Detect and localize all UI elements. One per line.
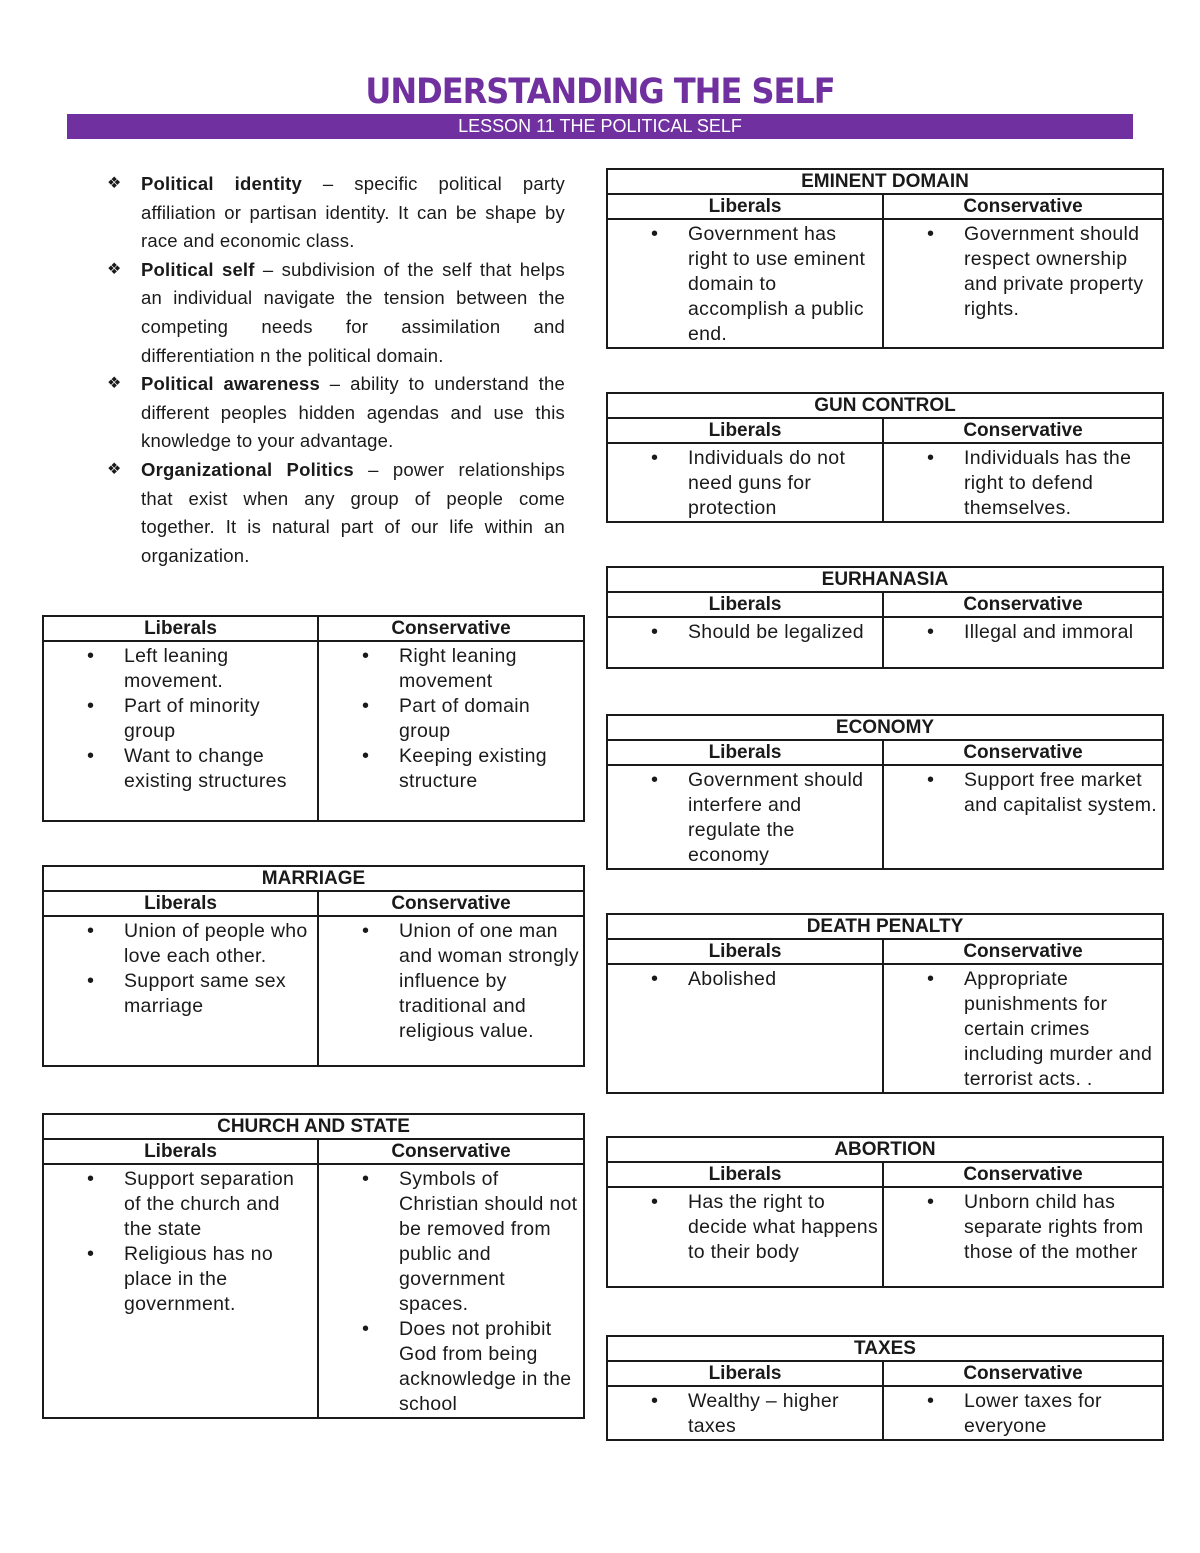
diamond-bullet-icon: ❖ [107,175,122,192]
liberals-bullet-list [44,1165,317,1317]
bullet-item: • Individuals do not need guns for protection [608,446,882,521]
liberals-cell [607,1386,883,1440]
conservative-cell [883,1187,1163,1287]
definition-term: Political awareness [141,373,320,395]
liberals-bullet-list [608,444,882,521]
bullet-item: • Does not prohibit God from being acknowledge in the school [319,1317,583,1417]
conservative-cell [883,617,1163,668]
liberals-cell [607,219,883,348]
bullet-item: • Should be legalized [608,620,882,645]
liberals-bullet-list [608,766,882,868]
conservative-cell [883,1386,1163,1440]
bullet-item: • Religious has no place in the government. [44,1242,317,1317]
bullet-item: • Part of domain group [319,694,583,744]
abortion-table [606,1136,1164,1288]
bullet-item: • Appropriate punishments for certain crimes including murder and terrorist acts. . [884,967,1162,1092]
eminent-domain-table [606,168,1164,349]
bullet-item: • Lower taxes for everyone [884,1389,1162,1439]
bullet-item: • Support same sex marriage [44,969,317,1019]
conservative-bullet-list [884,766,1162,818]
liberals-bullet-list [44,642,317,794]
conservative-header: Conservative [883,740,1163,765]
diamond-bullet-icon: ❖ [107,460,122,478]
topic-header: TAXES [607,1336,1163,1361]
conservative-cell [883,765,1163,869]
bullet-item: • Keeping existing structure [319,744,583,794]
liberals-cell [607,1187,883,1287]
death-penalty-table [606,913,1164,1094]
conservative-cell [883,443,1163,522]
conservative-header: Conservative [883,1361,1163,1386]
conservative-header: Conservative [883,194,1163,219]
bullet-item: • Part of minority group [44,694,317,744]
conservative-bullet-list [884,1188,1162,1265]
bullet-item: • Abolished [608,967,882,992]
marriage-table [42,865,585,1067]
definition-item [107,370,565,456]
definitions-list [107,170,565,570]
liberals-bullet-list [608,965,882,992]
conservative-bullet-list [884,1387,1162,1439]
conservative-bullet-list [884,618,1162,645]
liberals-bullet-list [44,917,317,1019]
liberals-cell [43,641,318,821]
conservative-bullet-list [319,1165,583,1417]
conservative-cell [318,1164,584,1418]
liberals-header: Liberals [607,194,883,219]
euthanasia-table [606,566,1164,669]
bullet-item: • Unborn child has separate rights from those of the mother [884,1190,1162,1265]
liberals-header: Liberals [43,616,318,641]
bullet-item: • Union of one man and woman strongly influence by traditional and religious value. [319,919,583,1044]
liberals-header: Liberals [607,939,883,964]
definition-term: Political identity [141,173,303,194]
conservative-cell [883,219,1163,348]
liberals-header: Liberals [607,418,883,443]
bullet-item: • Government has right to use eminent domain to accomplish a public end. [608,222,882,347]
bullet-item: • Left leaning movement. [44,644,317,694]
definition-text: – specific political party affiliation or partisan identity. It can be shape by race and economic class. [141,173,565,252]
page-title: UNDERSTANDING THE SELF [365,70,835,112]
conservative-header: Conservative [318,891,584,916]
liberals-header: Liberals [607,1162,883,1187]
liberals-header: Liberals [607,1361,883,1386]
topic-header: EURHANASIA [607,567,1163,592]
conservative-header: Conservative [318,616,584,641]
conservative-header: Conservative [318,1139,584,1164]
bullet-item: • Has the right to decide what happens to their body [608,1190,882,1265]
definition-term: Political self [141,258,255,280]
definition-item [107,256,565,370]
liberals-header: Liberals [43,1139,318,1164]
bullet-item: • Wealthy – higher taxes [608,1389,882,1439]
liberals-bullet-list [608,220,882,347]
topic-header: ABORTION [607,1137,1163,1162]
diamond-bullet-icon: ❖ [107,375,122,393]
definition-term: Organizational Politics [141,458,354,480]
conservative-cell [318,916,584,1066]
liberals-header: Liberals [43,891,318,916]
taxes-table [606,1335,1164,1441]
conservative-header: Conservative [883,1162,1163,1187]
bullet-item: • Want to change existing structures [44,744,317,794]
topic-header: DEATH PENALTY [607,914,1163,939]
liberals-cell [43,916,318,1066]
conservative-bullet-list [319,642,583,794]
bullet-item: • Union of people who love each other. [44,919,317,969]
liberals-header: Liberals [607,592,883,617]
definition-text: – power relationships that exist when any group of people come together. It is natural part of our life within an organization. [141,458,565,566]
bullet-item: • Symbols of Christian should not be removed from public and government spaces. [319,1167,583,1317]
conservative-header: Conservative [883,939,1163,964]
conservative-bullet-list [884,220,1162,322]
liberals-cell [607,765,883,869]
bullet-item: • Support free market and capitalist system. [884,768,1162,818]
bullet-item: • Right leaning movement [319,644,583,694]
definition-item [107,456,565,570]
topic-header: CHURCH AND STATE [43,1114,584,1139]
liberals-cell [607,443,883,522]
liberals-bullet-list [608,1387,882,1439]
topic-header: EMINENT DOMAIN [607,169,1163,194]
conservative-bullet-list [319,917,583,1044]
liberals-cell [43,1164,318,1418]
bullet-item: • Support separation of the church and the state [44,1167,317,1242]
liberals-bullet-list [608,1188,882,1265]
conservative-header: Conservative [883,418,1163,443]
topic-header: GUN CONTROL [607,393,1163,418]
definition-item [107,170,565,256]
definition-text: – ability to understand the different peoples hidden agendas and use this knowledge to your advantage. [141,373,565,452]
liberals-cell [607,617,883,668]
liberals-bullet-list [608,618,882,645]
church-and-state-table [42,1113,585,1419]
diamond-bullet-icon: ❖ [107,260,122,278]
conservative-header: Conservative [883,592,1163,617]
topic-header: MARRIAGE [43,866,584,891]
comparison-table-general [42,615,585,822]
lesson-banner: LESSON 11 THE POLITICAL SELF [67,114,1133,139]
conservative-cell [318,641,584,821]
economy-table [606,714,1164,870]
definition-text: – subdivision of the self that helps an individual navigate the tension between the competing needs for assimilation and differentiation n the political domain. [141,258,565,366]
gun-control-table [606,392,1164,523]
conservative-bullet-list [884,965,1162,1092]
liberals-cell [607,964,883,1093]
conservative-cell [883,964,1163,1093]
bullet-item: • Illegal and immoral [884,620,1162,645]
topic-header: ECONOMY [607,715,1163,740]
liberals-header: Liberals [607,740,883,765]
bullet-item: • Government should respect ownership and private property rights. [884,222,1162,322]
bullet-item: • Government should interfere and regulate the economy [608,768,882,868]
conservative-bullet-list [884,444,1162,521]
bullet-item: • Individuals has the right to defend themselves. [884,446,1162,521]
